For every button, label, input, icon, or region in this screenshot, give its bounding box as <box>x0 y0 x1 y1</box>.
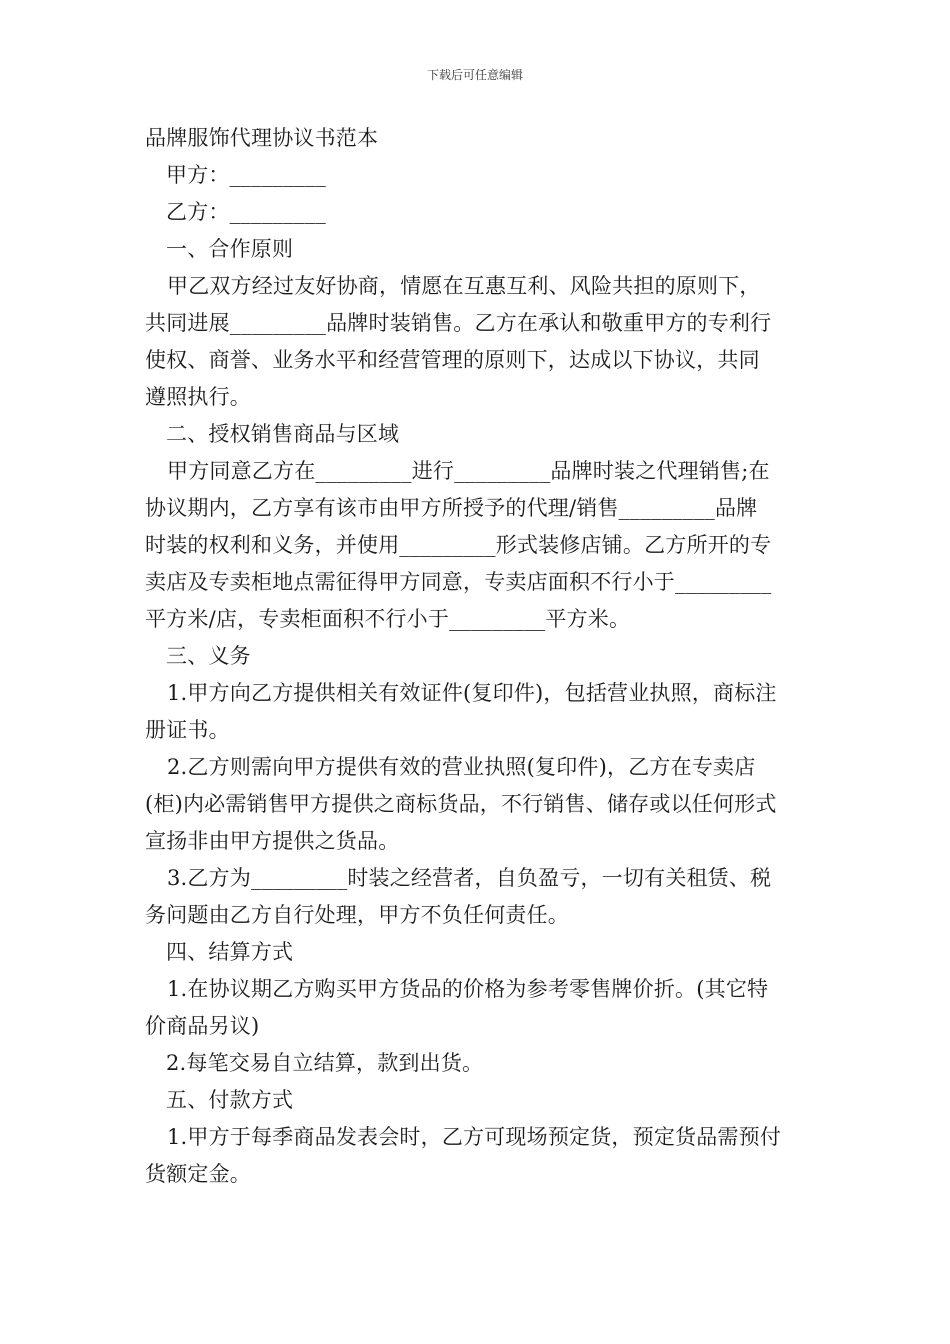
paragraph-line: 平方米/店，专卖柜面积不行小于_________平方米。 <box>145 607 631 631</box>
paragraph-line: 甲乙双方经过友好协商，情愿在互惠互利、风险共担的原则下， <box>167 274 761 298</box>
paragraph-line: 2.乙方则需向甲方提供有效的营业执照(复印件)，乙方在专卖店 <box>167 755 756 779</box>
paragraph-line: 1.甲方向乙方提供相关有效证件(复印件)，包括营业执照，商标注 <box>167 681 777 705</box>
section-heading-settlement: 四、结算方式 <box>166 940 294 964</box>
paragraph-line: 卖店及专卖柜地点需征得甲方同意，专卖店面积不行小于_________ <box>145 570 772 594</box>
paragraph-line: 册证书。 <box>145 718 230 742</box>
section-heading-cooperation: 一、合作原则 <box>166 237 294 261</box>
paragraph-line: 使权、商誉、业务水平和经营管理的原则下，达成以下协议，共同 <box>145 348 760 372</box>
section-heading-authorization: 二、授权销售商品与区域 <box>166 422 400 446</box>
paragraph-line: 协议期内，乙方享有该市由甲方所授予的代理/销售_________品牌 <box>145 496 758 520</box>
paragraph-line: 甲方同意乙方在_________进行_________品牌时装之代理销售;在 <box>167 459 770 483</box>
paragraph-line: 共同进展_________品牌时装销售。乙方在承认和敬重甲方的专利行 <box>145 311 772 335</box>
page-header-note: 下载后可任意编辑 <box>426 68 523 82</box>
section-heading-obligations: 三、义务 <box>166 644 251 668</box>
paragraph-line: 遵照执行。 <box>145 385 251 409</box>
paragraph-line: 2.每笔交易自立结算，款到出货。 <box>166 1051 484 1075</box>
paragraph-line: 务问题由乙方自行处理，甲方不负任何责任。 <box>145 903 569 927</box>
paragraph-line: 价商品另议) <box>145 1014 260 1038</box>
paragraph-line: 时装的权利和义务，并使用_________形式装修店铺。乙方所开的专 <box>145 533 772 557</box>
section-heading-payment: 五、付款方式 <box>166 1088 294 1112</box>
paragraph-line: 3.乙方为_________时装之经营者，自负盈亏，一切有关租赁、税 <box>167 866 772 890</box>
party-a-line: 甲方：_________ <box>166 163 326 187</box>
paragraph-line: (柜)内必需销售甲方提供之商标货品，不行销售、储存或以任何形式 <box>145 792 777 816</box>
document-title: 品牌服饰代理协议书范本 <box>145 126 379 150</box>
paragraph-line: 货额定金。 <box>145 1162 251 1186</box>
party-b-line: 乙方：_________ <box>166 200 326 224</box>
paragraph-line: 1.在协议期乙方购买甲方货品的价格为参考零售牌价折。(其它特 <box>167 977 769 1001</box>
document-body <box>145 120 807 1193</box>
paragraph-line: 宣扬非由甲方提供之货品。 <box>145 829 400 853</box>
paragraph-line: 1.甲方于每季商品发表会时，乙方可现场预定货，预定货品需预付 <box>167 1125 782 1149</box>
